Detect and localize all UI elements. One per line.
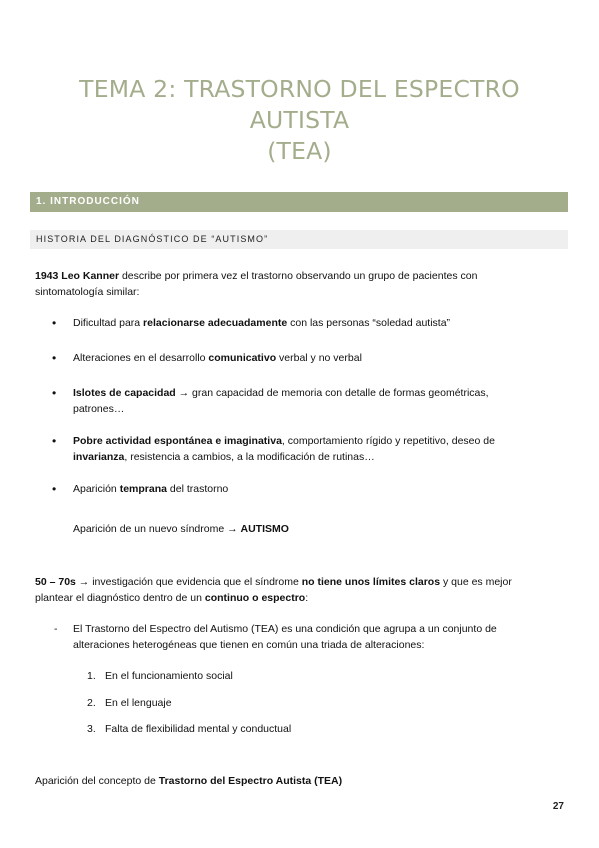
conclusion-line bbox=[35, 773, 565, 789]
list-item-text: Aparición bbox=[73, 483, 120, 495]
bullet-icon: • bbox=[52, 482, 57, 496]
intro-year-name: 1943 Leo Kanner bbox=[35, 270, 120, 282]
list-item-text: con las personas “soledad autista” bbox=[287, 317, 451, 329]
numbered-marker: 1. bbox=[87, 670, 96, 682]
dash-icon: - bbox=[54, 623, 58, 635]
bullet-icon: • bbox=[52, 316, 57, 330]
page-number: 27 bbox=[552, 801, 564, 812]
conclusion-text: Aparición del concepto de bbox=[35, 775, 159, 787]
list-item bbox=[73, 350, 563, 366]
new-syndrome-bold: AUTISMO bbox=[240, 523, 289, 535]
seventies-bold: 50 – 70s bbox=[35, 576, 76, 588]
numbered-marker: 3. bbox=[87, 723, 96, 735]
list-item-bold: invarianza bbox=[73, 451, 125, 463]
dash-item-text: El Trastorno del Espectro del Autismo (TEA) es una condición que agrupa a un conjunto de bbox=[73, 623, 497, 635]
dash-item bbox=[73, 621, 565, 653]
conclusion-bold: Trastorno del Espectro Autista (TEA) bbox=[158, 775, 343, 787]
list-item-bold: comunicativo bbox=[208, 352, 277, 364]
list-item-text: verbal y no verbal bbox=[276, 352, 362, 364]
section-header: 1. INTRODUCCIÓN bbox=[30, 192, 568, 212]
seventies-paragraph bbox=[35, 574, 567, 606]
seventies-text: → investigación que evidencia que el síndrome bbox=[75, 576, 302, 588]
page-title bbox=[30, 74, 569, 167]
list-item bbox=[73, 385, 563, 417]
seventies-bold: no tiene unos límites claros bbox=[301, 576, 441, 588]
list-item-text: Dificultad para bbox=[73, 317, 144, 329]
list-item-text: , resistencia a cambios, a la modificación de rutinas… bbox=[124, 451, 375, 463]
seventies-text: : bbox=[305, 592, 309, 604]
numbered-item: Falta de flexibilidad mental y conductual bbox=[105, 723, 292, 735]
list-item-bold: relacionarse adecuadamente bbox=[143, 317, 288, 329]
bullet-icon: • bbox=[52, 351, 57, 365]
seventies-bold: continuo o espectro bbox=[204, 592, 306, 604]
new-syndrome-text: Aparición de un nuevo síndrome → bbox=[73, 523, 241, 535]
list-item-bold: temprana bbox=[119, 483, 167, 495]
numbered-item: En el lenguaje bbox=[105, 697, 172, 709]
intro-text: describe por primera vez el trastorno observando un grupo de pacientes con bbox=[119, 270, 478, 282]
sub-header: HISTORIA DEL DIAGNÓSTICO DE “AUTISMO” bbox=[30, 230, 568, 249]
numbered-marker: 2. bbox=[87, 697, 96, 709]
list-item-text: → gran capacidad de memoria con detalle de formas geométricas, bbox=[175, 387, 489, 399]
list-item bbox=[73, 433, 563, 465]
intro-paragraph bbox=[35, 268, 565, 300]
intro-text-line2: sintomatología similar: bbox=[35, 286, 140, 298]
list-item-bold: Islotes de capacidad bbox=[73, 387, 176, 399]
title-line-1: TEMA 2: TRASTORNO DEL ESPECTRO AUTISTA bbox=[79, 75, 520, 134]
list-item-text: del trastorno bbox=[166, 483, 229, 495]
new-syndrome-line bbox=[73, 521, 563, 537]
seventies-text: y que es mejor bbox=[440, 576, 512, 588]
title-line-2: (TEA) bbox=[267, 137, 332, 165]
list-item-bold: Pobre actividad espontánea e imaginativa bbox=[73, 435, 282, 447]
list-item-text: , comportamiento rígido y repetitivo, deseo de bbox=[281, 435, 495, 447]
bullet-icon: • bbox=[52, 386, 57, 400]
list-item bbox=[73, 315, 563, 331]
numbered-item: En el funcionamiento social bbox=[105, 670, 233, 682]
list-item-text: patrones… bbox=[73, 403, 125, 415]
bullet-icon: • bbox=[52, 434, 57, 448]
list-item bbox=[73, 481, 563, 497]
seventies-text: plantear el diagnóstico dentro de un bbox=[35, 592, 205, 604]
list-item-text: Alteraciones en el desarrollo bbox=[73, 352, 209, 364]
dash-item-text: alteraciones heterogéneas que tienen en común una triada de alteraciones: bbox=[73, 639, 425, 651]
